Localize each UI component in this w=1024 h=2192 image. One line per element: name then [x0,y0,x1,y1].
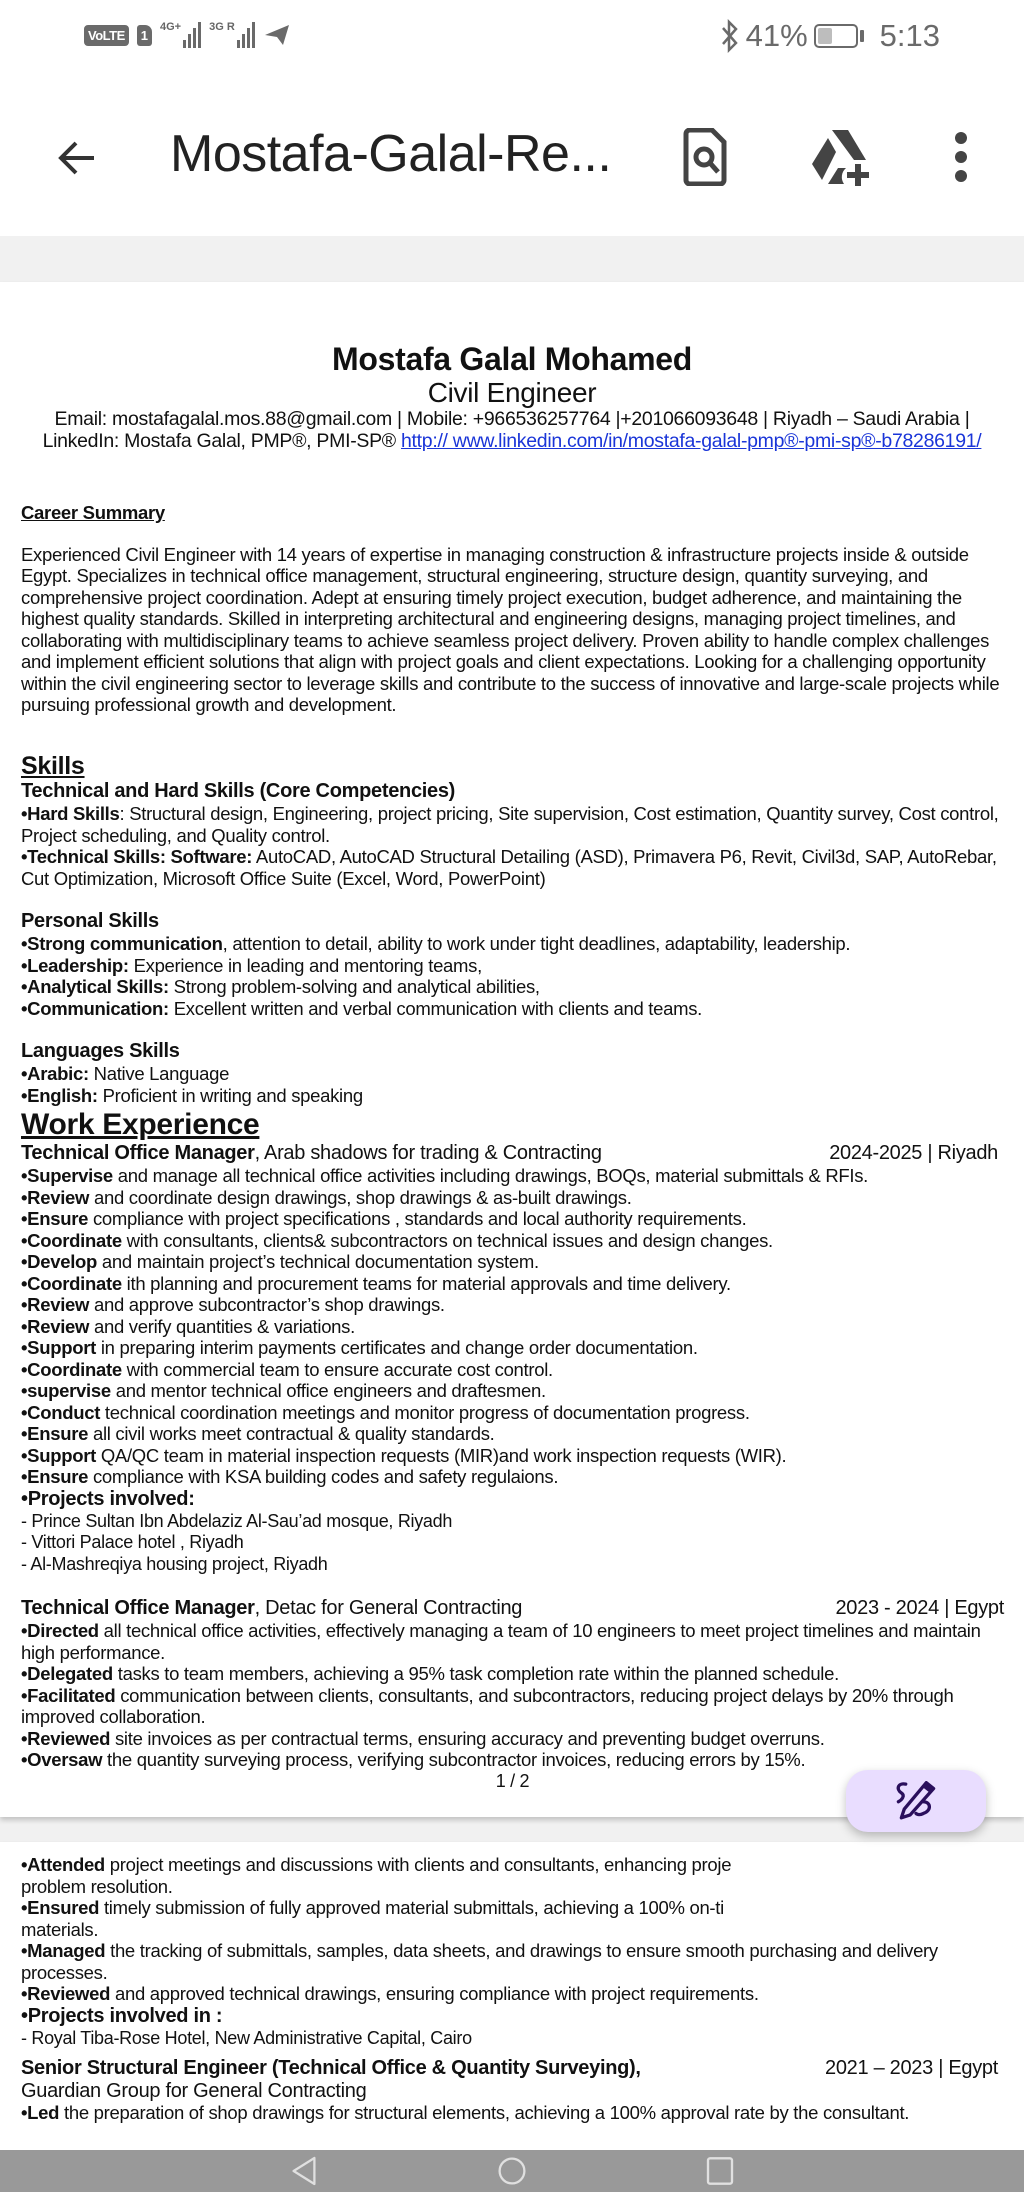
list-item [21,976,1004,998]
battery-percent: 41% [745,18,808,53]
item-text: ith planning and procurement teams for material approvals and time delivery. [121,1272,731,1294]
sign-document-fab[interactable] [846,1770,986,1832]
job-1-title: Technical Office Manager [21,1142,255,1164]
item-text: site invoices as per contractual terms, ensuring accuracy and preventing budget overruns. [110,1727,825,1749]
list-item [21,1983,1004,2005]
item-keyword: •supervise [21,1380,111,1401]
list-item [21,1187,1004,1209]
item-keyword: •Coordinate [21,1229,122,1251]
list-item [21,1663,1004,1685]
item-text: communication between clients, consultants, and subcontractors, reducing project delays by 20% through improved collaboration. [21,1684,954,1727]
nav-home-icon [497,2156,527,2186]
list-item [21,1854,1004,1876]
item-keyword: •Ensure [21,1423,89,1444]
back-arrow-icon [54,134,102,182]
item-keyword: •Leadership: [21,954,129,976]
item-text: and maintain project’s technical documentation system. [97,1251,539,1272]
item-text: the preparation of shop drawings for structural elements, achieving a 100% approval rate by the consultant. [59,2102,910,2123]
work-experience-section [21,1108,1004,1792]
list-item [21,1402,1004,1424]
item-keyword: •Coordinate [21,1272,122,1294]
contact-line: Email: mostafagalal.mos.88@gmail.com | Mobile: +966536257764 |+201066093648 | Riyadh – Saudi Arabia | LinkedIn: Mostafa Galal, PMP®, PMI-SP® [42,408,970,452]
languages-list [21,1063,1004,1106]
item-keyword: •Led [21,2102,60,2123]
job-2-duties [21,1620,1004,1771]
list-item [21,1165,1004,1187]
item-text: the quantity surveying process, verifying subcontractor invoices, reducing errors by 15%. [102,1749,806,1770]
tech-skills-list [21,803,1004,889]
status-bar [0,0,1024,76]
job-2-projects [21,2028,1004,2050]
network-type-label: 4G+ [159,21,182,33]
item-text: all technical office activities, effectively managing a team of 10 engineers to meet project timelines and maintain high performance. [21,1620,981,1663]
list-item [21,1251,1004,1273]
find-in-page-icon [682,128,728,186]
item-keyword: •Strong communication [21,933,223,954]
item-keyword: •Conduct [21,1401,101,1423]
job-2-projects-heading: •Projects involved in : [21,2004,223,2027]
page-indicator: 1 / 2 [495,1770,530,1791]
volte-icon: VoLTE [84,25,129,46]
item-text: and approved technical drawings, ensuring compliance with project requirements. [110,1983,759,2004]
network-type-label-2: 3G R [209,21,235,33]
job-1-header [21,1142,1004,1165]
item-keyword: •Coordinate [21,1358,122,1380]
item-text: and mentor technical office engineers and draftesmen. [110,1380,546,1401]
job-1-duties [21,1165,1004,1488]
item-keyword: •Support [21,1444,96,1466]
career-summary-heading: Career Summary [21,502,165,523]
item-text: Strong problem-solving and analytical abilities, [168,976,540,997]
job-2-duties-continued [21,1854,1004,2005]
more-vert-icon [953,131,969,183]
job-2-title: Technical Office Manager [21,1597,255,1619]
item-keyword: •Attended [21,1854,105,1875]
personal-skills-heading: Personal Skills [21,910,159,932]
item-text: Native Language [88,1063,230,1084]
list-item [21,803,1004,846]
item-text: QA/QC team in material inspection requests (MIR)and work inspection requests (WIR). [95,1444,787,1466]
item-text: , attention to detail, ability to work under tight deadlines, adaptability, leadership. [222,933,851,954]
system-nav-bar [0,2150,1024,2192]
status-right [720,18,940,54]
save-to-drive-button[interactable] [806,122,876,192]
job-2-dates: 2023 - 2024 | Egypt [835,1597,1004,1619]
item-keyword: •English: [21,1084,98,1106]
list-item [21,1749,1004,1771]
list-item [21,1919,1004,1941]
drive-add-icon [810,128,872,186]
item-keyword: •Communication: [21,997,169,1019]
resume-header [0,340,1024,452]
skills-heading: Skills [21,752,85,780]
item-keyword: •Arabic: [21,1063,89,1084]
linkedin-link[interactable]: http:// www.linkedin.com/in/mostafa-galal-pmp®-pmi-sp®-b78286191/ [401,430,982,452]
sim-icon: 1 [137,25,152,46]
item-keyword: •Oversaw [21,1749,103,1770]
resume-contact [0,408,1024,452]
project-item: - Royal Tiba-Rose Hotel, New Administrative Capital, Cairo [21,2027,472,2048]
item-text: with consultants, clients& subcontractors on technical issues and design changes. [121,1229,773,1251]
list-item [21,933,1004,955]
list-item [21,1445,1004,1467]
list-item [21,998,1004,1020]
item-keyword: •Review [21,1315,90,1337]
list-item [21,1208,1004,1230]
list-item [21,1380,1004,1402]
signal-icon-2 [209,22,255,48]
job-3-header [21,2057,1004,2080]
resume-name: Mostafa Galal Mohamed [332,341,692,377]
personal-skills-list [21,933,1004,1019]
item-keyword: •Facilitated [21,1684,116,1706]
item-text: technical coordination meetings and monitor progress of documentation progress. [100,1401,750,1423]
job-2-continued [21,1854,1004,2124]
item-text: and approve subcontractor’s shop drawings. [89,1294,445,1315]
item-text: problem resolution. [21,1875,173,1897]
project-item: - Al-Mashreqiya housing project, Riyadh [21,1553,328,1574]
job-2-header [21,1597,1004,1620]
list-item [21,1359,1004,1381]
nav-back-icon [291,2156,317,2186]
item-text: and coordinate design drawings, shop drawings & as-built drawings. [89,1186,632,1208]
job-3-company: Guardian Group for General Contracting [21,2080,367,2102]
item-text: compliance with KSA building codes and safety regulaions. [88,1466,559,1487]
item-text: and verify quantities & variations. [89,1315,355,1337]
pdf-page-2 [0,1842,1024,2192]
project-item: - Prince Sultan Ibn Abdelaziz Al-Sau’ad mosque, Riyadh [21,1510,453,1531]
item-keyword: •Review [21,1294,90,1315]
item-text: : Structural design, Engineering, project pricing, Site supervision, Cost estimation, Quantity survey, Cost control, Project scheduling, and Quality control. [21,803,999,846]
item-keyword: •Hard Skills [21,803,120,824]
item-text: and manage all technical office activities including drawings, BOQs, material submittals & RFIs. [112,1165,869,1186]
list-item [21,1620,1004,1663]
project-item: - Vittori Palace hotel , Riyadh [21,1532,244,1552]
find-in-page-button[interactable] [670,122,740,192]
pdf-page-1 [0,282,1024,1817]
list-item [21,1876,1004,1898]
draw-signature-icon [894,1781,938,1821]
languages-heading: Languages Skills [21,1040,180,1062]
list-item [21,1273,1004,1295]
nav-recents-icon [706,2156,734,2186]
list-item [21,1316,1004,1338]
item-text: in preparing interim payments certificates and change order documentation. [95,1337,698,1358]
back-button[interactable] [48,128,108,188]
list-item [21,1466,1004,1488]
item-text: timely submission of fully approved material submittals, achieving a 100% on-ti [99,1897,724,1918]
item-text: Experience in leading and mentoring teams, [128,954,482,976]
status-left [84,22,291,48]
list-item [21,1940,1004,1983]
item-text: tasks to team members, achieving a 95% task completion rate within the planned schedule. [112,1663,839,1684]
item-keyword: •Ensure [21,1208,89,1229]
clock: 5:13 [879,18,940,53]
item-text: all civil works meet contractual & quality standards. [88,1423,495,1444]
item-keyword: •Ensured [21,1897,100,1918]
item-keyword: •Managed [21,1940,106,1961]
resume-role: Civil Engineer [427,377,597,408]
list-item [21,1230,1004,1252]
job-1-company: , Arab shadows for trading & Contracting [254,1142,602,1164]
skills-section [21,752,1004,1106]
list-item [21,1897,1004,1919]
job-3-duties [21,2102,1004,2124]
job-3-title: Senior Structural Engineer (Technical Office & Quantity Surveying), [21,2057,641,2079]
item-keyword: •Ensure [21,1466,89,1487]
item-keyword: •Directed [21,1620,99,1641]
signal-icon [160,22,201,48]
item-text: AutoCAD, AutoCAD Structural Detailing (ASD), Primavera P6, Revit, Civil3d, SAP, AutoRebar, Cut Optimization, Microsoft Office Suite (Excel, Word, PowerPoint) [21,846,997,889]
list-item [21,1063,1004,1085]
item-keyword: •Technical Skills: Software: [21,846,253,867]
document-title: Mostafa-Galal-Re... [170,125,612,183]
item-keyword: •Supervise [21,1165,113,1186]
item-keyword: •Review [21,1186,90,1208]
battery-level [818,28,832,44]
nav-home-button[interactable] [492,2154,532,2188]
bluetooth-icon [720,19,740,53]
job-3-dates: 2021 – 2023 | Egypt [825,2057,998,2079]
tech-skills-heading: Technical and Hard Skills (Core Competencies) [21,780,456,802]
item-text: Excellent written and verbal communication with clients and teams. [168,997,703,1019]
item-keyword: •Analytical Skills: [21,976,169,997]
list-item [21,1423,1004,1445]
job-2-company: , Detac for General Contracting [254,1597,523,1619]
item-keyword: •Reviewed [21,1983,111,2004]
job-1-dates: 2024-2025 | Riyadh [829,1142,998,1164]
item-text: Proficient in writing and speaking [97,1084,363,1106]
list-item [21,1685,1004,1728]
job-1-projects-heading: •Projects involved: [21,1487,195,1510]
list-item [21,1085,1004,1107]
item-text: compliance with project specifications , standards and local authority requirements. [88,1208,747,1229]
list-item [21,1337,1004,1359]
career-summary-text: Experienced Civil Engineer with 14 years of expertise in managing construction & infrastructure projects inside & outside Egypt. Specializes in technical office management, structural engineering, structure design, quantity surveying, and comprehensive project coordination. Adept at ensuring timely project execution, budget adherence, and maintaining the highest quality standards. Skilled in interpreting architectural and engineering designs, managing project timelines, and collaborating with multidisciplinary teams to achieve seamless project delivery. Proven ability to handle complex challenges and implement efficient solutions that align with project goals and client expectations. Looking for a challenging opportunity within the civil engineering sector to leverage skills and contribute to the success of innovative and large-scale projects while pursuing professional growth and development. [21,543,1000,715]
list-item [21,955,1004,977]
nav-back-button[interactable] [284,2154,324,2188]
item-keyword: •Reviewed [21,1727,111,1749]
item-text: with commercial team to ensure accurate cost control. [121,1358,553,1380]
work-experience-heading: Work Experience [21,1108,260,1141]
list-item [21,846,1004,889]
item-keyword: •Develop [21,1251,98,1272]
career-summary-section [21,502,1004,716]
telegram-icon [263,23,291,47]
more-options-button[interactable] [926,122,996,192]
list-item [21,1728,1004,1750]
list-item [21,2102,1004,2124]
list-item [21,1294,1004,1316]
item-keyword: •Delegated [21,1663,113,1684]
battery-icon [814,24,858,48]
job-1-projects [21,1511,1004,1576]
item-text: materials. [21,1918,99,1940]
item-text: the tracking of submittals, samples, data sheets, and drawings to ensure smooth purchasing and delivery processes. [21,1940,938,1983]
nav-recents-button[interactable] [700,2154,740,2188]
item-text: project meetings and discussions with clients and consultants, enhancing proje [104,1854,732,1875]
item-keyword: •Support [21,1337,96,1358]
